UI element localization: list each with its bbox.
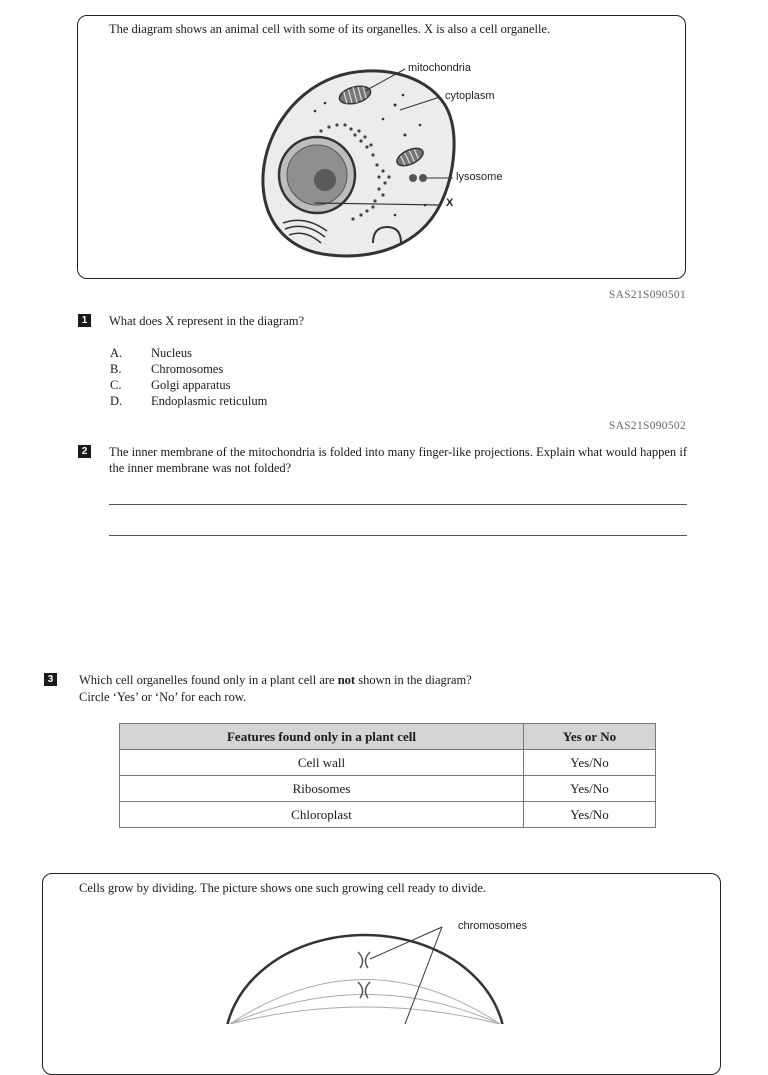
answer-line-1[interactable] <box>109 504 687 505</box>
features-table <box>119 723 656 828</box>
question-1-text: What does X represent in the diagram? <box>109 314 305 328</box>
question-code-q1: SAS21S090501 <box>608 289 686 301</box>
nucleolus <box>314 169 336 191</box>
label-cytoplasm: cytoplasm <box>445 90 495 102</box>
option-b[interactable] <box>110 361 223 377</box>
question-number-3: 3 <box>44 673 57 686</box>
animal-cell-diagram <box>255 55 515 270</box>
table-cell: Ribosomes <box>120 776 524 802</box>
table-header: Yes or No <box>524 724 656 750</box>
table-row <box>120 776 656 802</box>
chromosome <box>358 952 370 998</box>
label-x: X <box>446 197 454 209</box>
option-a[interactable] <box>110 345 192 361</box>
lysosome <box>409 174 417 182</box>
question-3-text-bold: not <box>337 673 356 687</box>
figure1-intro: The diagram shows an animal cell with some of its organelles. X is also a cell organelle. <box>109 22 551 36</box>
question-3-instruction: Circle ‘Yes’ or ‘No’ for each row. <box>79 690 247 704</box>
table-cell-answer[interactable]: Yes/No <box>524 802 656 828</box>
question-number-1: 1 <box>78 314 91 327</box>
question-2-text: The inner membrane of the mitochondria is folded into many finger-like projections. Explain what would happen if the inner membrane was not folded? <box>109 445 687 475</box>
option-letter: D. <box>110 394 123 408</box>
figure2-intro: Cells grow by dividing. The picture shows one such growing cell ready to divide. <box>79 881 486 895</box>
lysosome <box>419 174 427 182</box>
option-letter: A. <box>110 346 123 360</box>
option-text: Chromosomes <box>151 362 224 376</box>
option-letter: B. <box>110 362 122 376</box>
table-cell: Chloroplast <box>120 802 524 828</box>
answer-line-2[interactable] <box>109 535 687 536</box>
option-text: Endoplasmic reticulum <box>151 394 268 408</box>
question-3-text-before: Which cell organelles found only in a plant cell are <box>79 673 338 687</box>
label-mitochondria: mitochondria <box>408 62 471 74</box>
table-cell-answer[interactable]: Yes/No <box>524 750 656 776</box>
question-3-text-after: shown in the diagram? <box>355 673 472 687</box>
table-row <box>120 750 656 776</box>
spindle-fibres <box>230 980 500 1025</box>
label-lysosome: lysosome <box>456 171 503 183</box>
option-letter: C. <box>110 378 122 392</box>
option-d[interactable] <box>110 393 267 409</box>
label-chromosomes: chromosomes <box>458 920 528 932</box>
table-cell: Cell wall <box>120 750 524 776</box>
option-c[interactable] <box>110 377 231 393</box>
table-cell-answer[interactable]: Yes/No <box>524 776 656 802</box>
question-number-2: 2 <box>78 445 91 458</box>
option-text: Golgi apparatus <box>151 378 231 392</box>
table-header: Features found only in a plant cell <box>120 724 524 750</box>
option-text: Nucleus <box>151 346 192 360</box>
question-code-q2: SAS21S090502 <box>608 420 686 432</box>
table-header-row <box>120 724 656 750</box>
table-row <box>120 802 656 828</box>
dividing-cell-diagram <box>200 915 520 1024</box>
question-3-text <box>79 672 472 688</box>
